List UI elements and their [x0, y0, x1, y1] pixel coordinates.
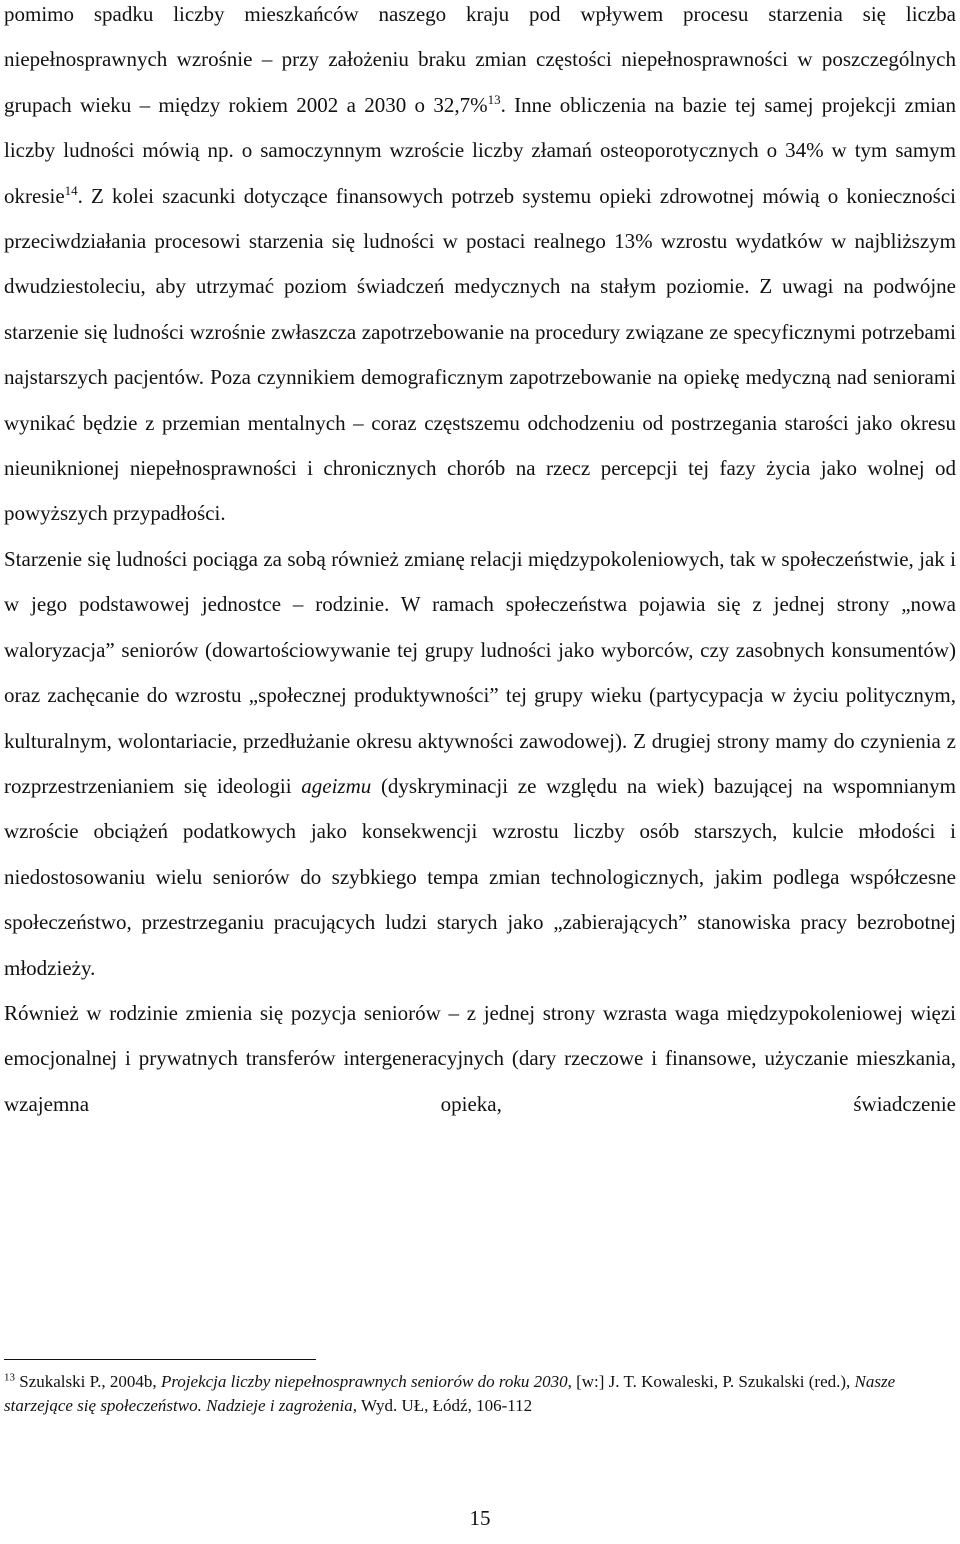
footnote-ref-13: 13: [487, 91, 501, 107]
footnote-book-title: Nasze starzejące się społeczeństwo. Nadzieje i zagrożenia: [4, 1372, 896, 1415]
footnote-13: [4, 1370, 956, 1418]
footnote-number: 13: [4, 1371, 15, 1384]
footnote-author: Szukalski P., 2004b,: [15, 1372, 161, 1391]
paragraph-1: [4, 0, 956, 537]
paragraph-1-text-c: . Z kolei szacunki dotyczące finansowych potrzeb systemu opieki zdrowotnej mówią o konieczności przeciwdziałania procesowi starzenia się ludności w postaci realnego 13% wzrostu wydatków w najbliższym dwudziestoleciu, aby utrzymać poziom świadczeń medycznych na stałym poziomie. Z uwagi na podwójne starzenie się ludności wzrośnie zwłaszcza zapotrzebowanie na procedury związane ze specyficznymi potrzebami najstarszych pacjentów. Poza czynnikiem demograficznym zapotrzebowanie na opiekę medyczną nad seniorami wynikać będzie z przemian mentalnych – coraz częstszemu odchodzeniu od postrzegania starości jako okresu nieuniknionej niepełnosprawności i chronicznych chorób na rzecz percepcji tej fazy życia jako wolnej od powyższych przypadłości.: [4, 183, 956, 526]
paragraph-1-text-a: pomimo spadku liczby mieszkańców naszego kraju pod wpływem procesu starzenia się liczba niepełnosprawnych wzrośnie – przy założeniu braku zmian częstości niepełnosprawności w poszczególnych grupach wieku – między rokiem 2002 a 2030 o 32,7%: [4, 2, 956, 117]
paragraph-3-text: Również w rodzinie zmienia się pozycja seniorów – z jednej strony wzrasta waga międzypokoleniowej więzi emocjonalnej i prywatnych transferów intergeneracyjnych (dary rzeczowe i finansowe, użyczanie mieszkania, wzajemna opieka, świadczenie: [4, 1000, 956, 1116]
paragraph-2-text-a: Starzenie się ludności pociąga za sobą również zmianę relacji międzypokoleniowych, tak w społeczeństwie, jak i w jego podstawowej jednostce – rodzinie. W ramach społeczeństwa pojawia się z jednej strony „nowa waloryzacja” seniorów (dowartościowywanie tej grupy ludności jako wyborców, czy zasobnych konsumentów) oraz zachęcanie do wzrostu „społecznej produktywności” tej grupy wieku (partycypacja w życiu politycznym, kulturalnym, wolontariacie, przedłużanie okresu aktywności zawodowej). Z drugiej strony mamy do czynienia z rozprzestrzenianiem się ideologii: [4, 546, 956, 798]
paragraph-2-italic-term: ageizmu: [301, 773, 372, 798]
footnote-ref-14: 14: [64, 182, 78, 198]
footnote-mid: , [w:] J. T. Kowaleski, P. Szukalski (red.),: [567, 1372, 855, 1391]
page-number: 15: [469, 1506, 491, 1530]
footnotes: [4, 1370, 956, 1418]
body-text: [4, 0, 956, 1127]
footnote-separator: [4, 1359, 316, 1360]
footnote-title: Projekcja liczby niepełnosprawnych seniorów do roku 2030: [160, 1372, 568, 1391]
paragraph-2: [4, 537, 956, 991]
paragraph-3: [4, 991, 956, 1127]
footnote-end: , Wyd. UŁ, Łódź, 106-112: [352, 1396, 533, 1415]
paragraph-1-text-b: . Inne obliczenia na bazie tej samej projekcji zmian liczby ludności mówią np. o samoczynnym wzroście liczby złamań osteoporotycznych o 34% w tym samym okresie: [4, 92, 956, 208]
paragraph-2-text-b: (dyskryminacji ze względu na wiek) bazującej na wspomnianym wzroście obciążeń podatkowych jako konsekwencji wzrostu liczby osób starszych, kulcie młodości i niedostosowaniu wielu seniorów do szybkiego tempa zmian technologicznych, jakim podlega współczesne społeczeństwo, przestrzeganiu pracujących ludzi starych jako „zabierających” stanowiska pracy bezrobotnej młodzieży.: [4, 773, 956, 980]
